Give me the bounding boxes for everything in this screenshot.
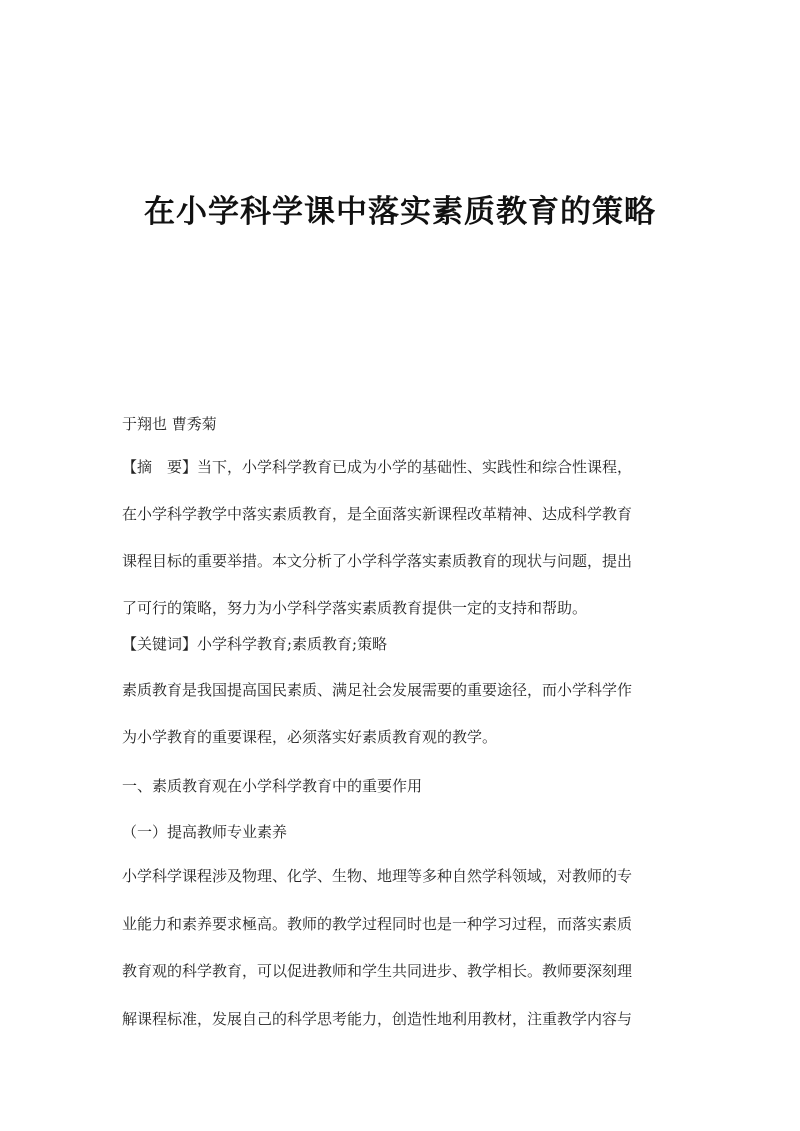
abstract-line: 在小学科学教学中落实素质教育，是全面落实新课程改革精神、达成科学教育 bbox=[122, 505, 633, 523]
abstract-block bbox=[122, 453, 678, 641]
abstract-line: 课程目标的重要举措。本文分析了小学科学落实素质教育的现状与问题，提出 bbox=[122, 552, 633, 570]
paragraph-line: 业能力和素养要求極高。教师的教学过程同时也是一种学习过程，而落实素质 bbox=[122, 914, 633, 933]
keywords-block bbox=[122, 630, 678, 659]
authors-text: 于翔也 曹秀菊 bbox=[122, 415, 217, 433]
section-heading-text: 一、素质教育观在小学科学教育中的重要作用 bbox=[122, 777, 423, 795]
subsection-heading bbox=[122, 818, 678, 847]
keywords-text: 【关键词】小学科学教育;素质教育;策略 bbox=[122, 635, 388, 653]
intro-line: 素质教育是我国提高国民素质、满足社会发展需要的重要途径，而小学科学作 bbox=[122, 681, 633, 699]
paragraph-line: 小学科学课程涉及物理、化学、生物、地理等多种自然学科领域，对教师的专 bbox=[122, 867, 633, 885]
abstract-line: 了可行的策略，努力为小学科学落实素质教育提供一定的支持和帮助。 bbox=[122, 599, 588, 617]
author-line bbox=[122, 410, 678, 439]
intro-paragraph bbox=[122, 676, 678, 770]
subsection-heading-text: （一）提高教师专业素养 bbox=[122, 823, 288, 841]
section-heading bbox=[122, 772, 678, 801]
body-paragraph bbox=[122, 862, 678, 1052]
intro-line: 为小学教育的重要课程，必须落实好素质教育观的教学。 bbox=[122, 728, 498, 746]
paragraph-line: 教育观的科学教育，可以促进教师和学生共同进步、教学相长。教师要深刻理 bbox=[122, 962, 633, 980]
abstract-line: 【摘 要】当下，小学科学教育已成为小学的基础性、实践性和综合性课程， bbox=[122, 458, 633, 476]
paragraph-line: 解课程标准，发展自己的科学思考能力，创造性地利用教材，注重教学内容与 bbox=[122, 1009, 633, 1028]
document-title: 在小学科学课中落实素质教育的策略 bbox=[144, 194, 656, 230]
